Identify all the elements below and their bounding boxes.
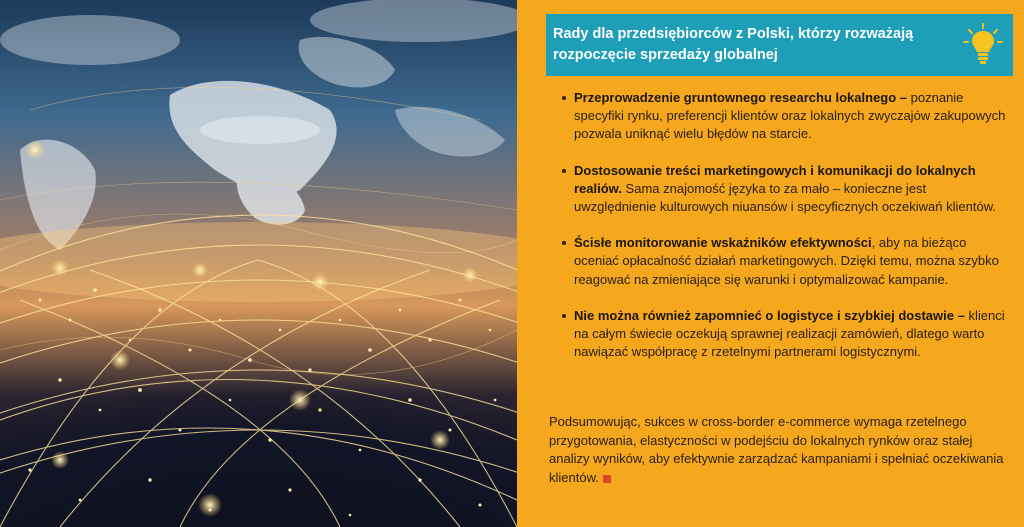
tip-text: klienci na całym świecie oczekują sprawnej realizacji zamówień, dlatego warto nawiązać współpracę z rzetelnymi partnerami logistycznymi. bbox=[574, 307, 1005, 360]
tip-heading: Ścisłe monitorowanie wskaźników efektywności bbox=[574, 235, 872, 251]
list-item bbox=[562, 234, 1010, 289]
tip-text: poznanie specyfiki rynku, preferencji klientów oraz lokalnych zwyczajów zakupowych pozwala uniknąć wielu błędów na starcie. bbox=[574, 90, 1006, 142]
end-mark-icon bbox=[603, 475, 611, 483]
tip-heading: Dostosowanie treści marketingowych i komunikacji do lokalnych realiów. bbox=[574, 162, 976, 196]
summary-paragraph bbox=[549, 413, 1014, 487]
list-item bbox=[562, 89, 1010, 144]
list-item bbox=[562, 162, 1010, 217]
tip-text: , aby na bieżąco oceniać opłacalność działań marketingowych. Dzięki temu, można szybko reagować na zmieniające się warunki i optymalizować kampanie. bbox=[574, 235, 999, 287]
tip-heading: Przeprowadzenie gruntownego researchu lokalnego – bbox=[574, 90, 908, 105]
tip-text: Sama znajomość języka to za mało – konieczne jest uwzględnienie kulturowych niuansów i specyficznych oczekiwań klientów. bbox=[574, 180, 996, 215]
tip-heading: Nie można również zapomnieć o logistyce i szybkiej dostawie – bbox=[574, 307, 965, 323]
summary-text: Podsumowując, sukces w cross-border e-commerce wymaga rzetelnego przygotowania, elastyczności w podejściu do lokalnych rynków oraz stałej analizy wyników, aby efektywnie zarządzać kampaniami i spełniać oczekiwania klientów. bbox=[549, 414, 1004, 485]
lightbulb-icon bbox=[963, 22, 1003, 68]
advice-list bbox=[562, 89, 1010, 379]
advice-panel bbox=[517, 0, 1024, 527]
banner-title: Rady dla przedsiębiorców z Polski, którzy rozważają rozpoczęcie sprzedaży globalnej bbox=[553, 26, 914, 63]
list-item bbox=[562, 307, 1010, 362]
advice-banner bbox=[546, 14, 1013, 76]
